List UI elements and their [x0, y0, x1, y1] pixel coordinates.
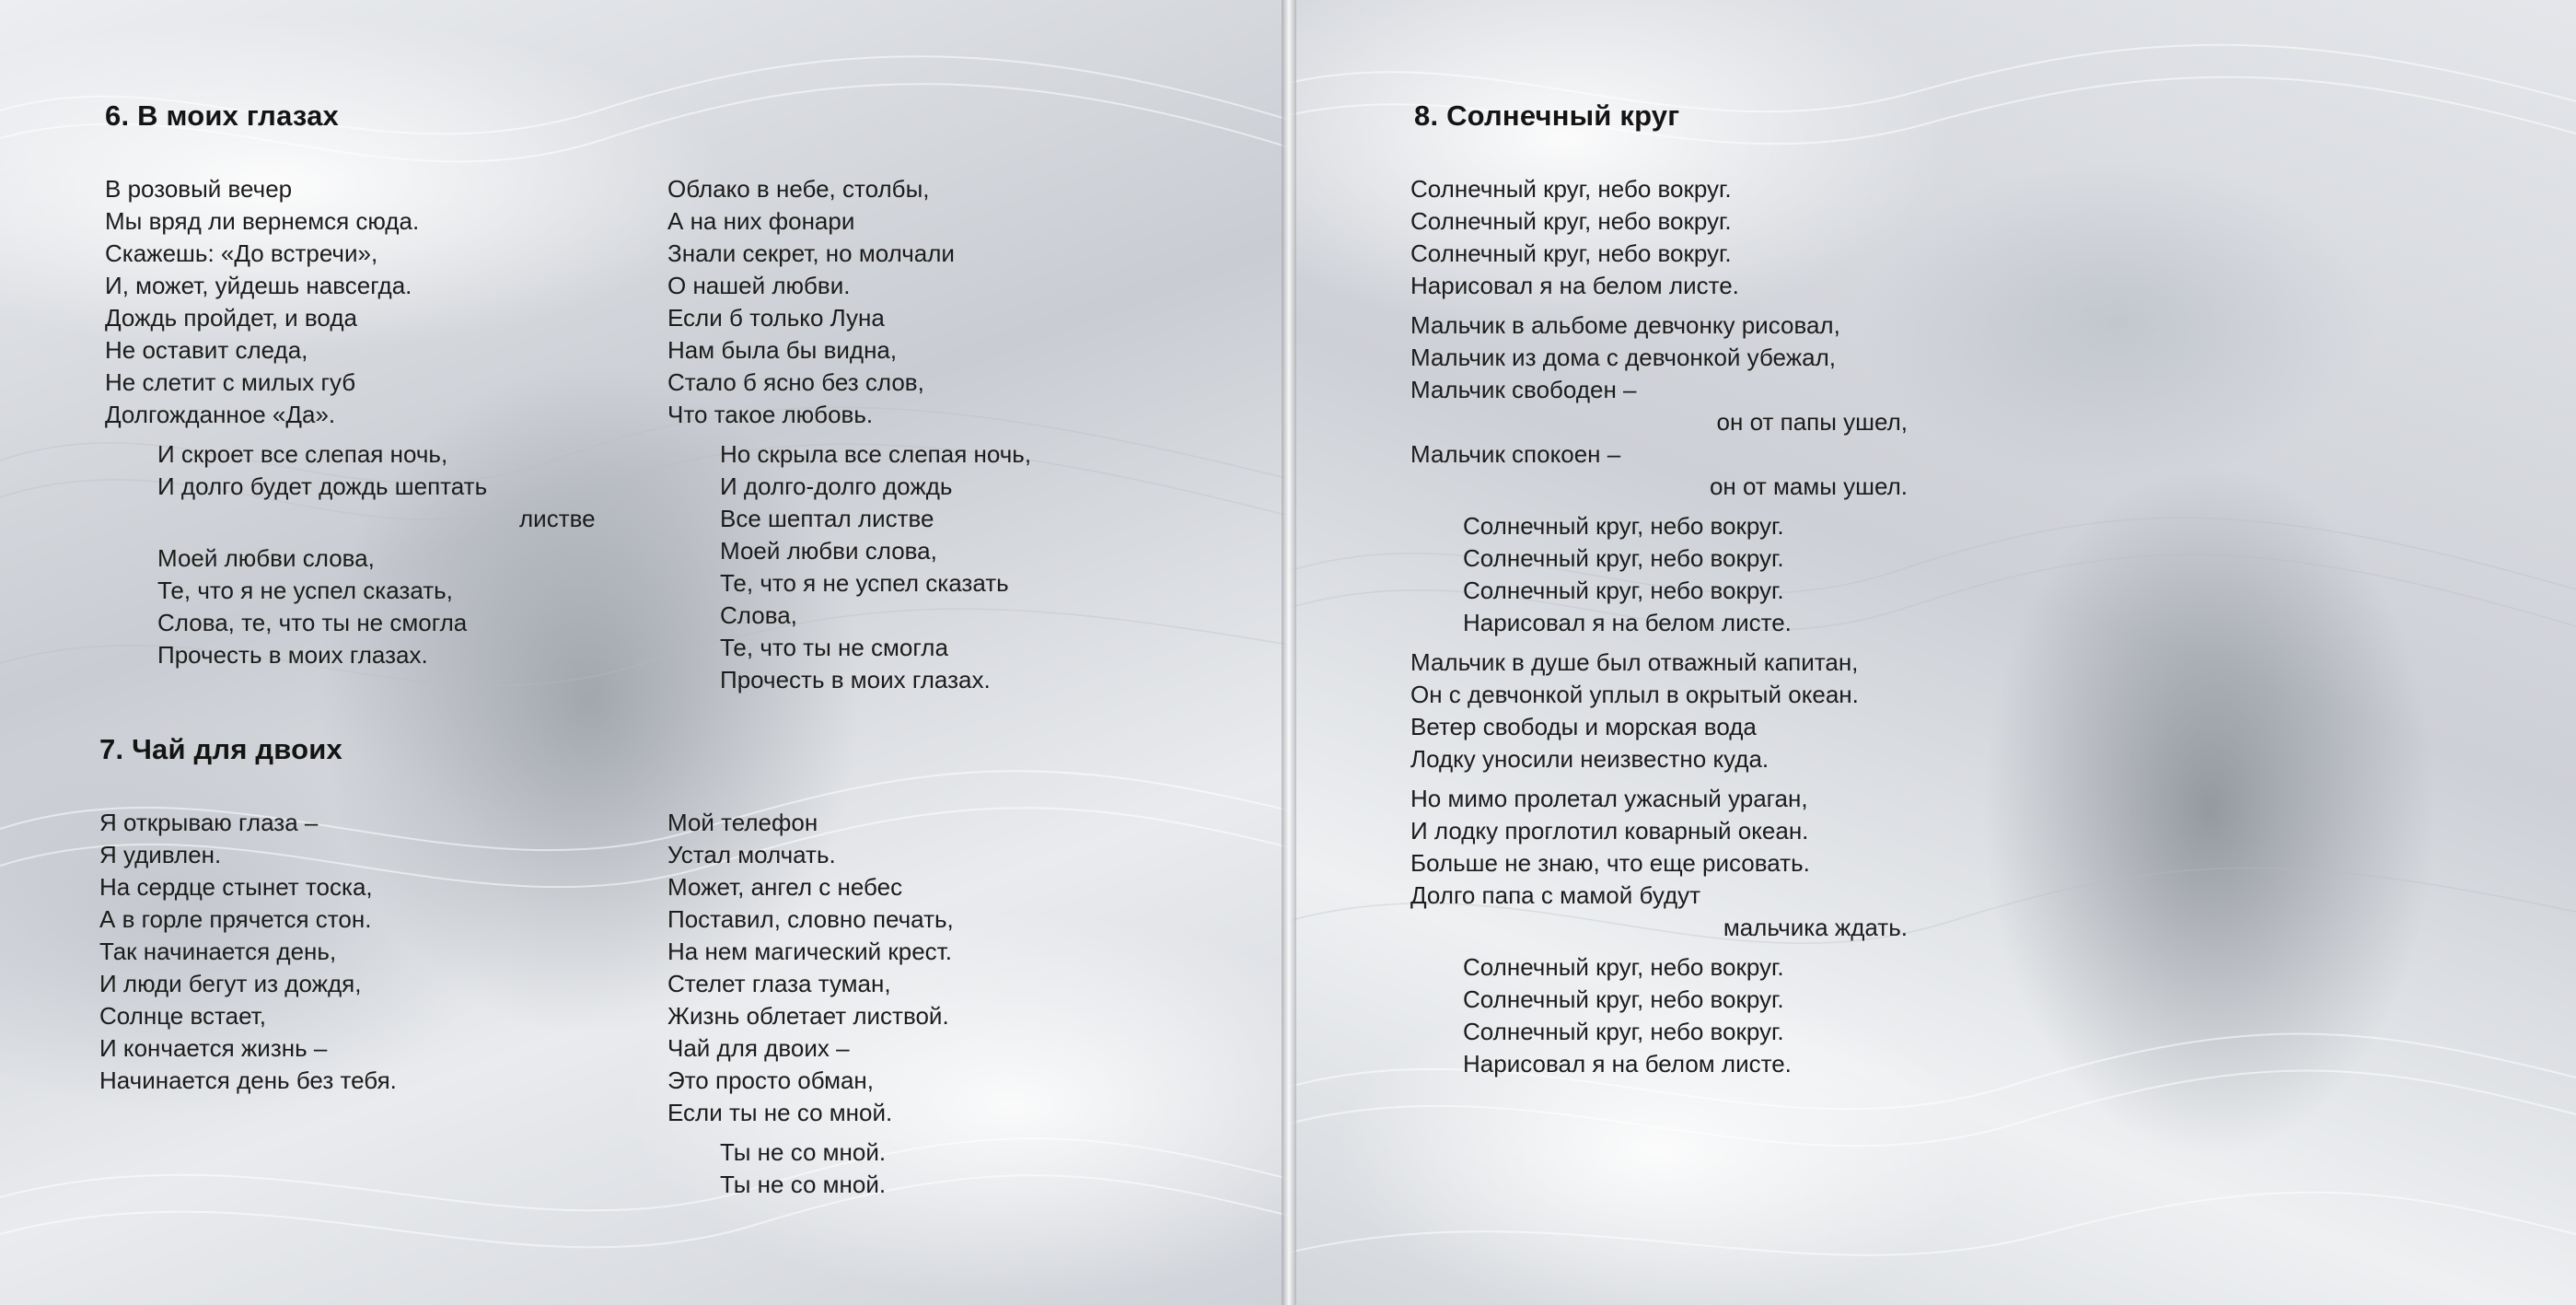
song-7-right-outro [720, 1136, 954, 1201]
lyric-line: мальчика ждать. [1723, 914, 1908, 941]
song-8-chorus-1 [1410, 173, 1908, 302]
lyric-line: он от папы ушел, [1716, 408, 1908, 436]
lyric-line: Мальчик спокоен – [1410, 440, 1621, 468]
lyric-line: Ты не со мной. [720, 1138, 887, 1166]
song-6-left-verse [105, 173, 596, 431]
lyric-line: Но мимо пролетал ужасный ураган, [1410, 785, 1808, 812]
lyric-line: Солнечный круг, небо вокруг. [1463, 1018, 1784, 1045]
song-6-left-chorus [157, 438, 596, 535]
lyric-line: А на них фонари [667, 207, 855, 235]
lyric-line: Нарисовал я на белом листе. [1410, 272, 1739, 299]
lyric-line: На нем магический крест. [667, 938, 952, 965]
lyric-line: Облако в небе, столбы, [667, 175, 930, 203]
lyric-line: О нашей любви. [667, 272, 851, 299]
lyric-line: Не оставит следа, [105, 336, 308, 364]
lyric-line: Те, что я не успел сказать, [157, 577, 453, 604]
lyric-line: Жизнь облетает листвой. [667, 1002, 949, 1030]
lyric-line: Стало б ясно без слов, [667, 368, 924, 396]
lyric-line: Ты не со мной. [720, 1171, 887, 1198]
lyric-line: Долгожданное «Да». [105, 401, 336, 428]
lyric-line: И лодку проглотил коварный океан. [1410, 817, 1809, 845]
song-6-left-column [105, 99, 596, 671]
lyric-line: Солнечный круг, небо вокруг. [1410, 175, 1732, 203]
lyric-line: Стелет глаза туман, [667, 970, 891, 997]
lyric-line: И, может, уйдешь навсегда. [105, 272, 412, 299]
lyric-line: И люди бегут из дождя, [99, 970, 362, 997]
lyric-line: Прочесть в моих глазах. [720, 666, 991, 693]
lyric-line: Мальчик свободен – [1410, 376, 1637, 403]
lyric-line: Нам была бы видна, [667, 336, 898, 364]
lyric-line: Мы вряд ли вернемся сюда. [105, 207, 420, 235]
lyric-line: Солнце встает, [99, 1002, 266, 1030]
song-8-verse-3 [1410, 783, 1908, 944]
lyric-line: листве [519, 505, 596, 532]
song-6-left-chorus-cont [157, 542, 596, 671]
song-6-right-chorus [720, 438, 1031, 696]
lyric-line: Начинается день без тебя. [99, 1066, 397, 1094]
lyric-line: Если ты не со мной. [667, 1099, 893, 1126]
lyric-line: И долго-долго дождь [720, 472, 953, 500]
lyric-line: Что такое любовь. [667, 401, 874, 428]
lyric-line: Он с девчонкой уплыл в окрытый океан. [1410, 681, 1859, 708]
lyric-line: Моей любви слова, [720, 537, 937, 565]
lyric-line: Я открываю глаза – [99, 809, 319, 836]
song-7-left-column [99, 733, 397, 1097]
lyric-line: Солнечный круг, небо вокруг. [1463, 953, 1784, 981]
song-8-verse-1 [1410, 309, 1908, 503]
song-6-right-verse [667, 173, 1031, 431]
lyric-line: Солнечный круг, небо вокруг. [1463, 512, 1784, 540]
lyric-line: Слова, [720, 601, 797, 629]
lyric-line: Если б только Луна [667, 304, 885, 332]
lyric-line: Прочесть в моих глазах. [157, 641, 428, 669]
lyric-line: Солнечный круг, небо вокруг. [1463, 985, 1784, 1013]
lyric-line: Устал молчать. [667, 841, 836, 868]
song-7-title: 7. Чай для двоих [99, 733, 342, 765]
song-6-right-column [667, 173, 1031, 696]
lyric-line: Слова, те, что ты не смогла [157, 609, 468, 636]
lyric-line: Солнечный круг, небо вокруг. [1463, 544, 1784, 572]
lyric-line: Лодку уносили неизвестно куда. [1410, 745, 1770, 773]
lyric-line: В розовый вечер [105, 175, 293, 203]
booklet-right-page [1289, 0, 2576, 1305]
lyric-line: Солнечный круг, небо вокруг. [1410, 239, 1732, 267]
lyric-line: Знали секрет, но молчали [667, 239, 955, 267]
lyric-line: И кончается жизнь – [99, 1034, 328, 1062]
lyric-line: Нарисовал я на белом листе. [1463, 1050, 1792, 1078]
lyric-line: Ветер свободы и морская вода [1410, 713, 1757, 740]
song-6-title: 6. В моих глазах [105, 99, 339, 132]
song-7-left-verse [99, 807, 397, 1097]
lyric-line: Те, что ты не смогла [720, 634, 948, 661]
song-8-chorus-2 [1463, 510, 1908, 639]
lyric-line: Мой телефон [667, 809, 818, 836]
song-8-verse-2 [1410, 647, 1908, 775]
lyric-line: Солнечный круг, небо вокруг. [1410, 207, 1732, 235]
lyric-line: Моей любви слова, [157, 544, 375, 572]
song-7-right-verse [667, 807, 954, 1129]
lyric-line: он от мамы ушел. [1709, 472, 1908, 500]
lyric-line: Так начинается день, [99, 938, 337, 965]
lyric-line: Мальчик в душе был отважный капитан, [1410, 648, 1859, 676]
lyric-line: А в горле прячется стон. [99, 905, 372, 933]
lyric-line: Может, ангел с небес [667, 873, 903, 901]
lyric-line: Мальчик в альбоме девчонку рисовал, [1410, 311, 1840, 339]
lyric-line: Скажешь: «До встречи», [105, 239, 378, 267]
lyric-line: Все шептал листве [720, 505, 934, 532]
lyric-line: Нарисовал я на белом листе. [1463, 609, 1792, 636]
lyric-line: Чай для двоих – [667, 1034, 850, 1062]
song-8-title: 8. Солнечный круг [1414, 99, 1680, 132]
lyric-line: Мальчик из дома с девчонкой убежал, [1410, 344, 1836, 371]
booklet-spine-fold [1282, 0, 1296, 1305]
lyric-line: Не слетит с милых губ [105, 368, 356, 396]
lyric-line: Долго папа с мамой будут [1410, 881, 1701, 909]
lyric-line: Поставил, словно печать, [667, 905, 954, 933]
lyric-line: Дождь пройдет, и вода [105, 304, 357, 332]
lyric-line: На сердце стынет тоска, [99, 873, 373, 901]
lyric-line: Я удивлен. [99, 841, 222, 868]
lyric-line: Больше не знаю, что еще рисовать. [1410, 849, 1810, 877]
lyric-line: Но скрыла все слепая ночь, [720, 440, 1032, 468]
song-8-chorus-3 [1463, 951, 1908, 1080]
song-8-column [1410, 99, 1908, 1080]
lyric-line: Это просто обман, [667, 1066, 874, 1094]
lyric-line: И долго будет дождь шептать [157, 472, 488, 500]
lyric-line: И скроет все слепая ночь, [157, 440, 448, 468]
lyric-line: Те, что я не успел сказать [720, 569, 1009, 597]
song-7-right-column [667, 807, 954, 1201]
lyric-line: Солнечный круг, небо вокруг. [1463, 577, 1784, 604]
